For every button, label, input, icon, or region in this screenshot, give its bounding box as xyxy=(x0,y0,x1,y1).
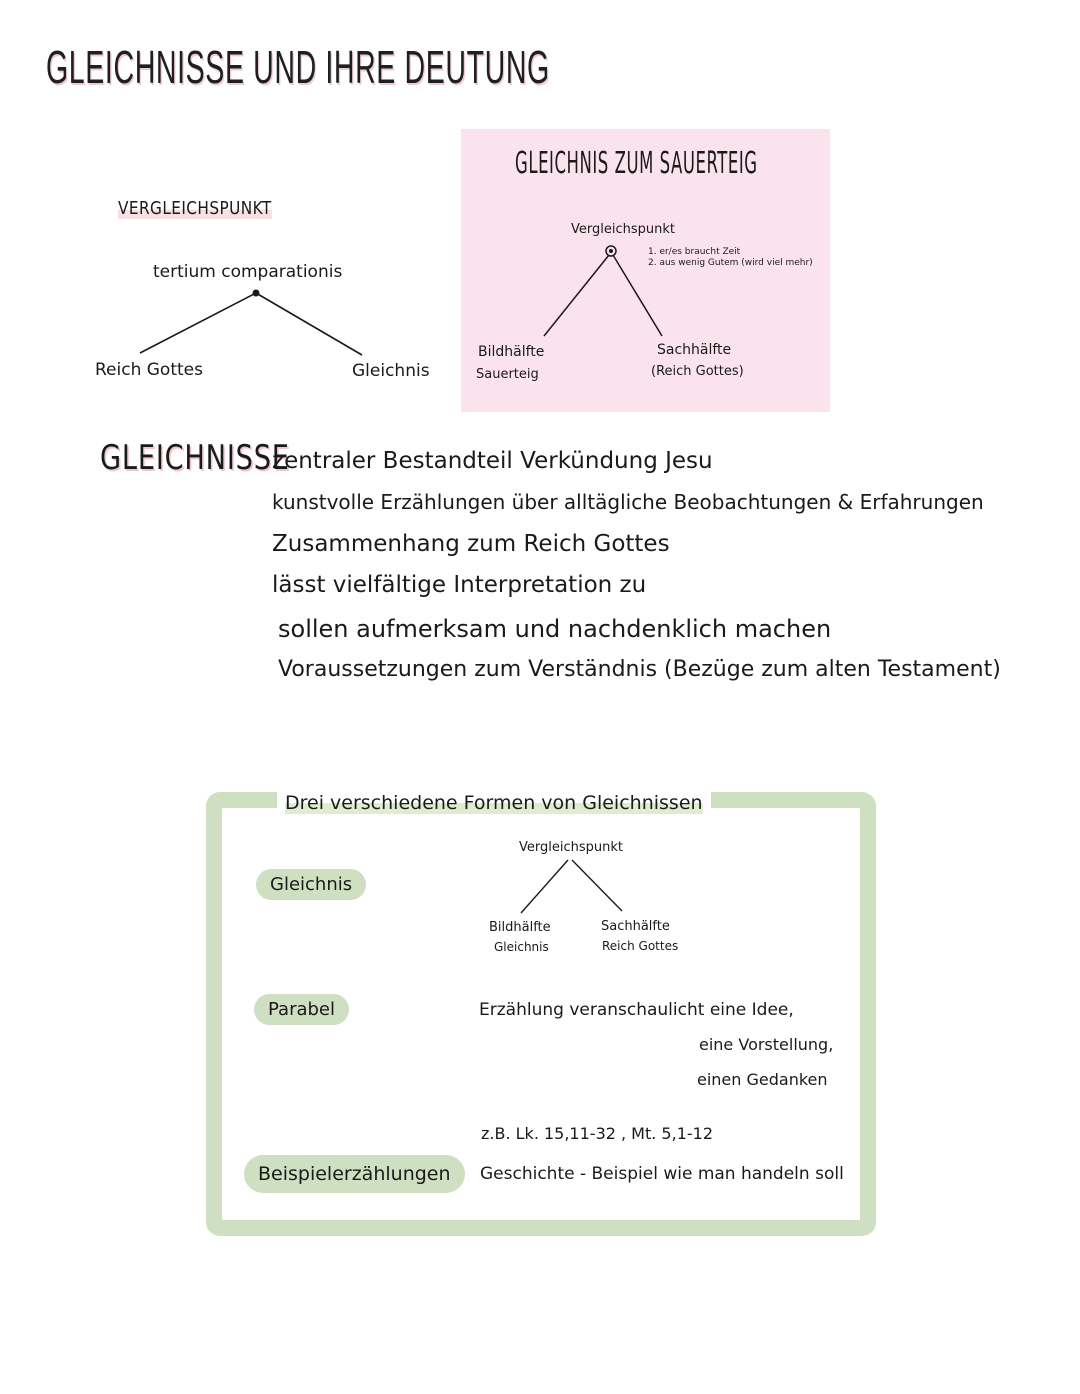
form-line-right xyxy=(572,860,622,911)
form-gleichnis-pill: Gleichnis xyxy=(256,869,366,900)
vergleichspunkt-heading: VERGLEICHSPUNKT xyxy=(118,198,272,219)
parabel-line-3: einen Gedanken xyxy=(697,1070,828,1089)
gleichnis-label: Gleichnis xyxy=(352,361,430,381)
forms-title-text: Drei verschiedene Formen von Gleichnissen xyxy=(285,792,703,814)
gleichnisse-point-1: zentraler Bestandteil Verkündung Jesu xyxy=(272,448,713,474)
gleichnisse-point-6: Voraussetzungen zum Verständnis (Bezüge zum alten Testament) xyxy=(278,657,1001,682)
form-beispiel-pill: Beispielerzählungen xyxy=(244,1155,465,1193)
sauerteig-bildhaelfte: Bildhälfte xyxy=(478,344,545,360)
form-sachhaelfte: Sachhälfte xyxy=(601,919,670,934)
gleichnisse-point-3: Zusammenhang zum Reich Gottes xyxy=(272,531,670,557)
parabel-example: z.B. Lk. 15,11-32 , Mt. 5,1-12 xyxy=(481,1124,714,1143)
gleichnisse-point-2: kunstvolle Erzählungen über alltägliche Beobachtungen & Erfahrungen xyxy=(272,490,984,514)
gleichnisse-point-4: lässt vielfältige Interpretation zu xyxy=(272,572,647,598)
sauerteig-sauerteig: Sauerteig xyxy=(476,367,539,382)
parabel-line-1: Erzählung veranschaulicht eine Idee, xyxy=(479,1000,794,1020)
sauerteig-note-1: 1. er/es braucht Zeit xyxy=(648,247,741,257)
parabel-line-2: eine Vorstellung, xyxy=(699,1035,834,1054)
gleichnisse-heading: GLEICHNISSE xyxy=(100,438,290,478)
reich-gottes-label: Reich Gottes xyxy=(95,360,203,380)
form-reich-gottes: Reich Gottes xyxy=(602,939,679,953)
beispiel-text: Geschichte - Beispiel wie man handeln soll xyxy=(480,1164,844,1184)
page-title: GLEICHNISSE UND IHRE DEUTUNG xyxy=(46,41,550,93)
form-line-left xyxy=(521,860,568,913)
form-gleichnis-vergleichspunkt: Vergleichspunkt xyxy=(519,840,623,855)
sauerteig-vergleichspunkt: Vergleichspunkt xyxy=(571,222,675,237)
form-parabel-pill: Parabel xyxy=(254,994,349,1025)
sauerteig-sachhaelfte: Sachhälfte xyxy=(657,342,732,358)
form-gleichnis-text: Gleichnis xyxy=(494,940,549,954)
sauerteig-note-2: 2. aus wenig Gutem (wird viel mehr) xyxy=(648,258,813,268)
tertium-label: tertium comparationis xyxy=(153,262,343,282)
sauerteig-reich-gottes: (Reich Gottes) xyxy=(651,364,744,379)
sauerteig-title: GLEICHNIS ZUM SAUERTEIG xyxy=(515,146,758,181)
gleichnisse-point-5: sollen aufmerksam und nachdenklich machen xyxy=(278,615,832,643)
form-bildhaelfte: Bildhälfte xyxy=(489,920,551,935)
